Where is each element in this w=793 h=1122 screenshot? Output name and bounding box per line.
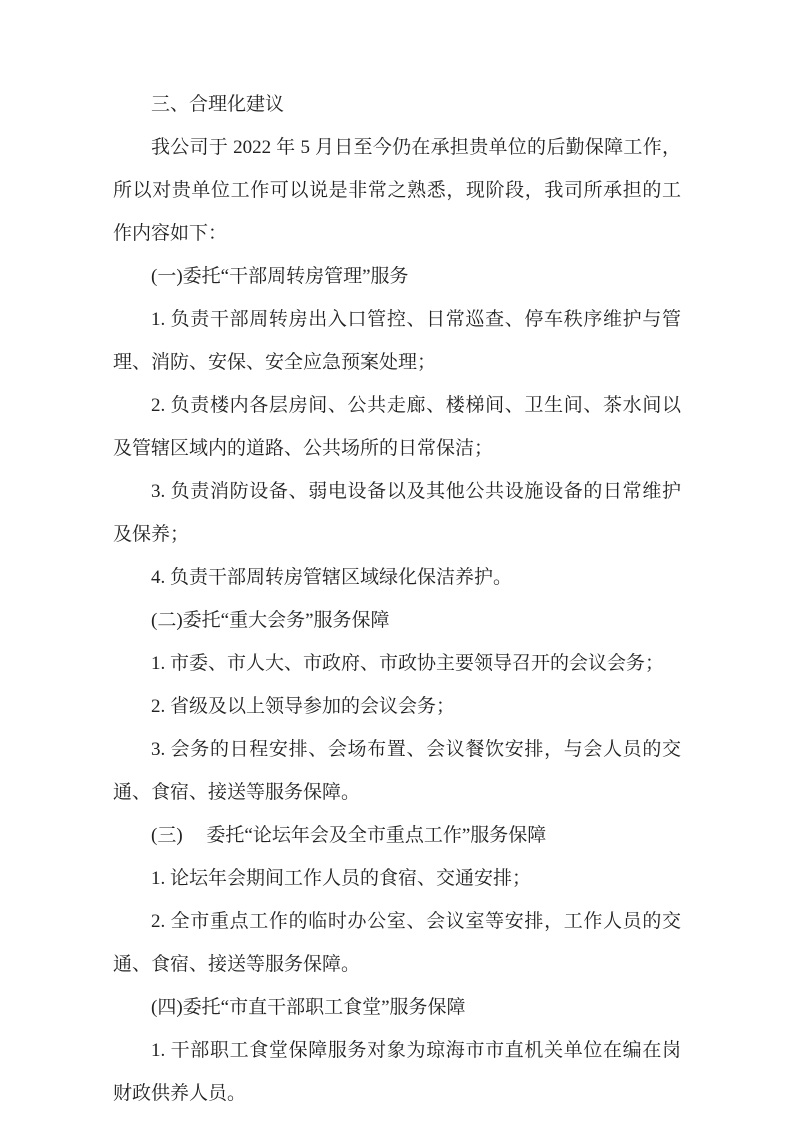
subsection-heading-3: (三) 委托“论坛年会及全市重点工作”服务保障: [151, 825, 547, 846]
list-item: 4. 负责干部周转房管辖区域绿化保洁养护。: [151, 567, 513, 588]
list-item: 1. 论坛年会期间工作人员的食宿、交通安排；: [151, 868, 532, 889]
section-heading: 三、合理化建议: [151, 94, 285, 115]
list-item: 3. 负责消防设备、弱电设备以及其他公共设施设备的日常维护及保养；: [113, 481, 681, 545]
list-item: 1. 负责干部周转房出入口管控、日常巡查、停车秩序维护与管理、消防、安保、安全应急预案处理；: [113, 309, 681, 373]
subsection-heading-4: (四)委托“市直干部职工食堂”服务保障: [151, 997, 466, 1018]
list-item: 3. 会务的日程安排、会场布置、会议餐饮安排，与会人员的交通、食宿、接送等服务保障。: [113, 739, 681, 803]
subsection-heading-1: (一)委托“干部周转房管理”服务: [151, 266, 409, 287]
subsection-heading-2: (二)委托“重大会务”服务保障: [151, 610, 390, 631]
list-item: 2. 负责楼内各层房间、公共走廊、楼梯间、卫生间、茶水间以及管辖区域内的道路、公共场所的日常保洁；: [113, 395, 681, 459]
intro-paragraph: 我公司于 2022 年 5 月日至今仍在承担贵单位的后勤保障工作，所以对贵单位工作可以说是非常之熟悉，现阶段，我司所承担的工作内容如下：: [113, 137, 681, 244]
list-item: 1. 市委、市人大、市政府、市政协主要领导召开的会议会务；: [151, 653, 665, 674]
list-item: 1. 干部职工食堂保障服务对象为琼海市市直机关单位在编在岗财政供养人员。: [113, 1040, 681, 1104]
list-item: 2. 省级及以上领导参加的会议会务；: [151, 696, 456, 717]
list-item: 2. 全市重点工作的临时办公室、会议室等安排，工作人员的交通、食宿、接送等服务保障。: [113, 911, 681, 975]
